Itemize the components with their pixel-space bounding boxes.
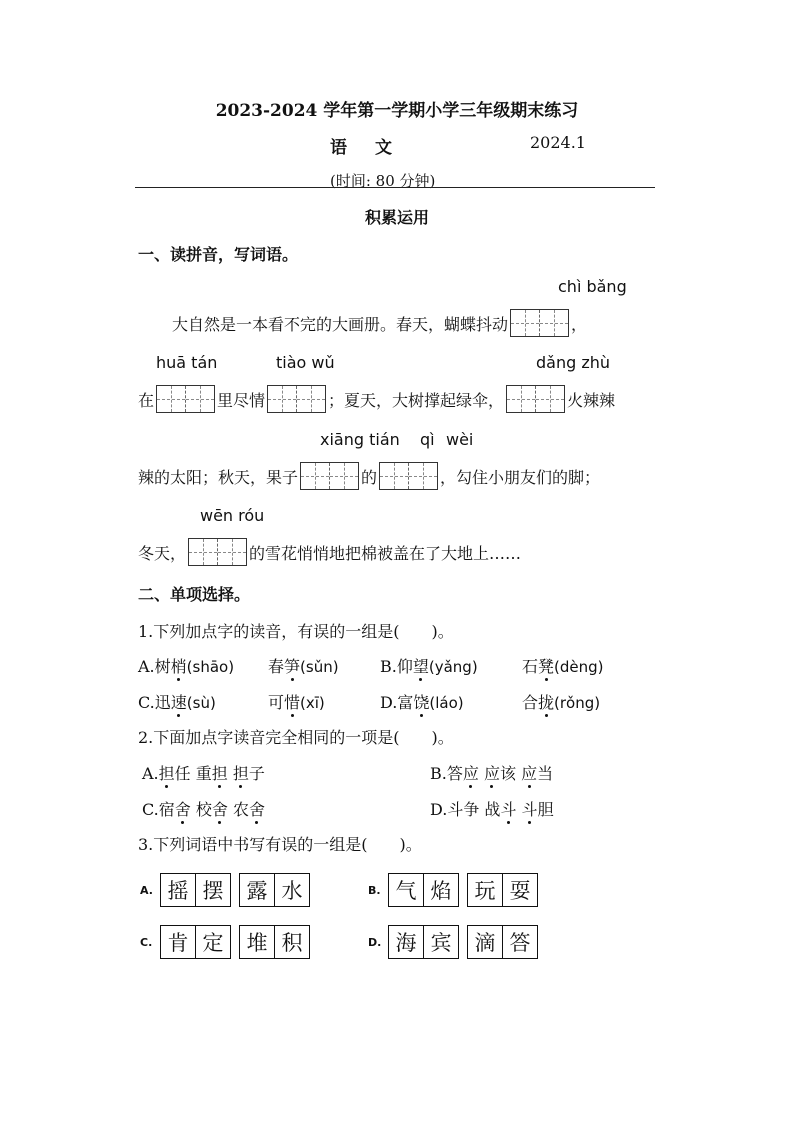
answer-grid[interactable] bbox=[506, 385, 565, 413]
option-label: B. bbox=[368, 883, 381, 897]
text-segment: ；夏天，大树撑起绿伞， bbox=[328, 390, 505, 410]
text-segment: 大自然是一本看不完的大画册。春天，蝴蝶抖动 bbox=[172, 314, 509, 334]
word-box: 肯 定 bbox=[160, 925, 231, 959]
q1-option-b2: 石凳(dèng) bbox=[522, 657, 604, 676]
text-segment: 的 bbox=[361, 467, 378, 487]
word-box: 摇 摆 bbox=[160, 873, 231, 907]
text-segment: ，勾住小朋友们的脚； bbox=[440, 467, 601, 487]
exam-date: 2024.1 bbox=[530, 133, 586, 152]
text-segment: 冬天， bbox=[138, 543, 187, 563]
text-segment: 的雪花悄悄地把棉被盖在了大地上…… bbox=[249, 543, 522, 563]
word-box: 滴 答 bbox=[467, 925, 538, 959]
option-label: C. bbox=[140, 935, 153, 949]
q2-option-c[interactable]: C.宿舍 校舍 农舍 bbox=[142, 800, 265, 819]
part2-heading: 二、单项选择。 bbox=[138, 585, 251, 604]
q1-option-b[interactable]: B.仰望(yǎng) bbox=[380, 657, 478, 676]
text-segment: ， bbox=[571, 314, 588, 334]
text-segment: 火辣辣 bbox=[567, 390, 616, 410]
text-segment: 辣的太阳；秋天，果子 bbox=[138, 467, 299, 487]
q3-option-d[interactable] bbox=[368, 925, 538, 959]
text-segment: 在 bbox=[138, 390, 155, 410]
pinyin-xiangtian: xiāng tián bbox=[320, 430, 400, 449]
blank-line-1 bbox=[172, 309, 587, 337]
word-box: 露 水 bbox=[239, 873, 310, 907]
subject-label: 语文 bbox=[330, 138, 420, 158]
blank-line-3 bbox=[138, 462, 600, 490]
q1-option-d2: 合拢(rǒng) bbox=[522, 693, 601, 712]
pinyin-tiaowu: tiào wǔ bbox=[276, 353, 335, 372]
exam-title: 2023-2024 学年第一学期小学三年级期末练习 bbox=[215, 101, 579, 121]
q1-option-a[interactable]: A.树梢(shāo) bbox=[138, 657, 235, 676]
word-box: 海 宾 bbox=[388, 925, 459, 959]
word-box: 玩 耍 bbox=[467, 873, 538, 907]
question-1: 1.下列加点字的读音，有误的一组是( )。 bbox=[138, 622, 454, 641]
pinyin-chibang: chì bǎng bbox=[558, 277, 627, 296]
q3-option-c[interactable] bbox=[140, 925, 310, 959]
part1-heading: 一、读拼音，写词语。 bbox=[138, 245, 299, 264]
option-label: A. bbox=[140, 883, 153, 897]
answer-grid[interactable] bbox=[510, 309, 569, 337]
answer-grid[interactable] bbox=[156, 385, 215, 413]
answer-grid[interactable] bbox=[300, 462, 359, 490]
q1-option-d[interactable]: D.富饶(láo) bbox=[380, 693, 464, 712]
pinyin-dangzhu: dǎng zhù bbox=[536, 353, 611, 372]
word-box: 堆 积 bbox=[239, 925, 310, 959]
pinyin-qi: qì bbox=[420, 430, 435, 449]
header-divider bbox=[135, 187, 655, 188]
q3-option-b[interactable] bbox=[368, 873, 538, 907]
question-3: 3.下列词语中书写有误的一组是( )。 bbox=[138, 835, 422, 854]
blank-line-2 bbox=[138, 385, 615, 413]
question-2: 2.下面加点字读音完全相同的一项是( )。 bbox=[138, 728, 454, 747]
text-segment: 里尽情 bbox=[217, 390, 266, 410]
q1-option-c2: 可惜(xī) bbox=[268, 693, 325, 712]
section-title: 积累运用 bbox=[364, 208, 429, 227]
q2-option-b[interactable]: B.答应 应该 应当 bbox=[430, 764, 554, 783]
answer-grid[interactable] bbox=[188, 538, 247, 566]
pinyin-huatan: huā tán bbox=[156, 353, 218, 372]
word-box: 气 焰 bbox=[388, 873, 459, 907]
pinyin-wei: wèi bbox=[446, 430, 474, 449]
q2-option-d[interactable]: D.斗争 战斗 斗胆 bbox=[430, 800, 554, 819]
q1-option-c[interactable]: C.迅速(sù) bbox=[138, 693, 216, 712]
blank-line-4 bbox=[138, 538, 521, 566]
q2-option-a[interactable]: A.担任 重担 担子 bbox=[142, 764, 265, 783]
option-label: D. bbox=[368, 935, 382, 949]
answer-grid[interactable] bbox=[379, 462, 438, 490]
answer-grid[interactable] bbox=[267, 385, 326, 413]
exam-duration: (时间: 80 分钟) bbox=[330, 172, 436, 190]
q1-option-a2: 春笋(sǔn) bbox=[268, 657, 339, 676]
pinyin-wenrou: wēn róu bbox=[200, 506, 265, 525]
q3-option-a[interactable] bbox=[140, 873, 310, 907]
